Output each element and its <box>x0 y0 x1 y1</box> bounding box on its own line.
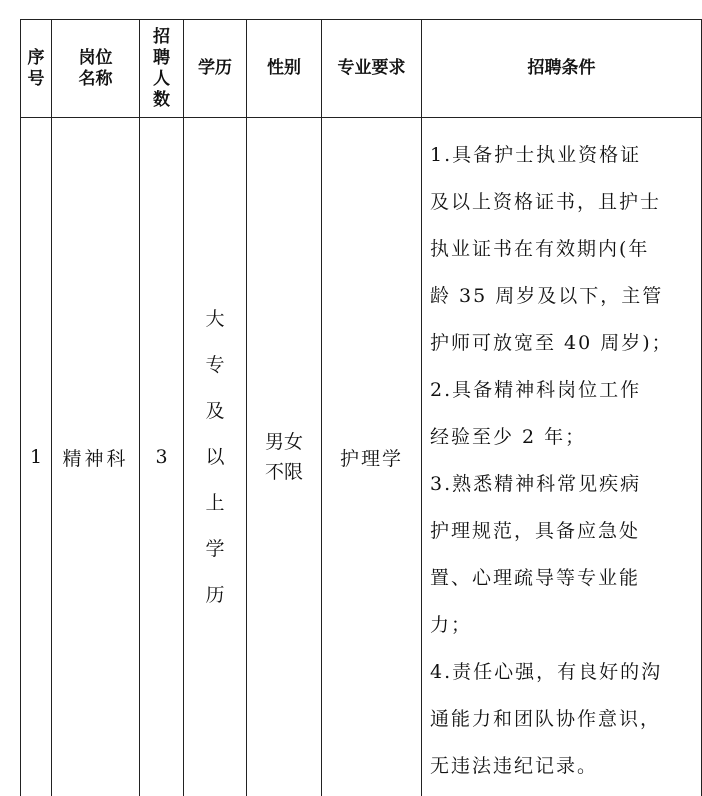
header-gender: 性别 <box>247 20 322 118</box>
cell-gender: 男女 不限 <box>247 118 322 796</box>
header-seq: 序 号 <box>21 20 52 118</box>
header-conditions: 招聘条件 <box>422 20 702 118</box>
recruitment-table <box>20 19 702 796</box>
cell-position: 精神科 <box>52 118 140 796</box>
cell-seq: 1 <box>21 118 52 796</box>
cell-conditions: 1.具备护士执业资格证 及以上资格证书，且护士 执业证书在有效期内(年 龄 35 周岁及以下，主管 护师可放宽至 40 周岁)； 2.具备精神科岗位工作 经验至少 2 年； 3.熟悉精神科常见疾病 护理规范，具备应急处 置、心理疏导等专业能 力； 4.责任心强，有良好的沟 通能力和团队协作意识， 无违法违纪记录。 <box>422 118 702 796</box>
header-education: 学历 <box>184 20 247 118</box>
header-position: 岗位 名称 <box>52 20 140 118</box>
cell-education: 大 专 及 以 上 学 历 <box>184 118 247 796</box>
header-row <box>21 20 702 118</box>
table-row <box>21 118 702 796</box>
cell-major: 护理学 <box>322 118 422 796</box>
header-count: 招 聘 人 数 <box>140 20 184 118</box>
header-major: 专业要求 <box>322 20 422 118</box>
cell-count: 3 <box>140 118 184 796</box>
